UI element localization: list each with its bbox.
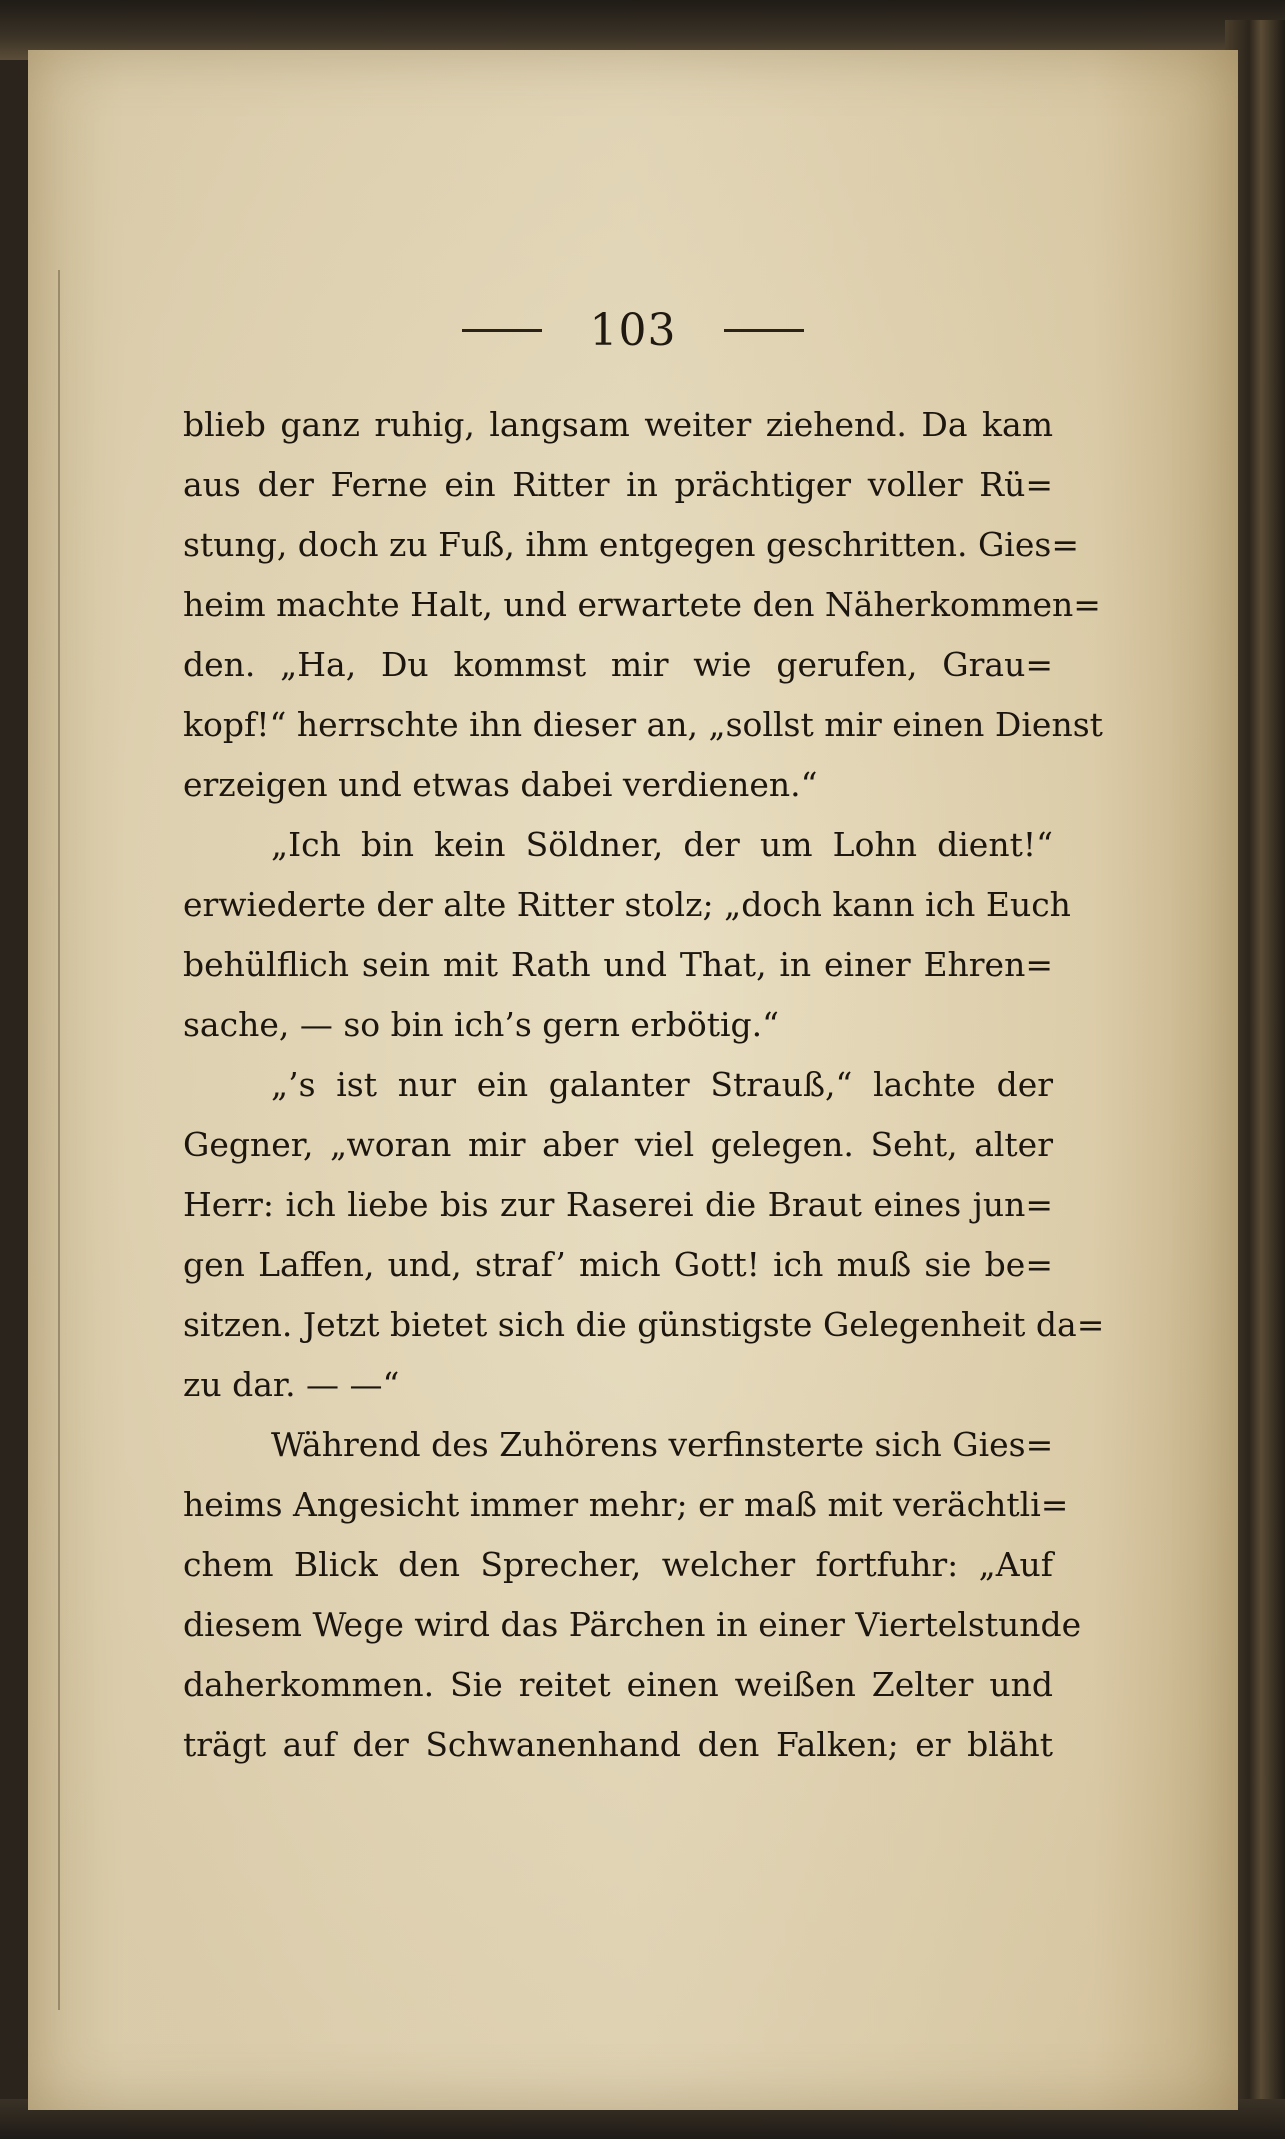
text-line: blieb ganz ruhig, langsam weiter ziehend. Da kam <box>183 405 1053 444</box>
text-line: chem Blick den Sprecher, welcher fortfuhr: „Auf <box>183 1545 1053 1584</box>
text-line: erwiederte der alte Ritter stolz; „doch kann ich Euch <box>183 885 1071 924</box>
text-line: daherkommen. Sie reitet einen weißen Zelter und <box>183 1665 1053 1704</box>
page-header <box>28 305 1238 356</box>
text-line: Während des Zuhörens verfinsterte sich Gies= <box>271 1425 1054 1464</box>
body-text <box>183 395 1105 1775</box>
text-line: Gegner, „woran mir aber viel gelegen. Seht, alter <box>183 1125 1053 1164</box>
margin-rule <box>58 270 60 2010</box>
text-line: kopf!“ herrschte ihn dieser an, „sollst mir einen Dienst <box>183 705 1103 744</box>
header-dash-left <box>462 329 542 332</box>
text-line: behülflich sein mit Rath und That, in einer Ehren= <box>183 945 1053 984</box>
text-line: heim machte Halt, und erwartete den Näherkommen= <box>183 585 1101 624</box>
text-line: diesem Wege wird das Pärchen in einer Viertelstunde <box>183 1605 1082 1644</box>
text-line: „Ich bin kein Söldner, der um Lohn dient!“ <box>271 825 1053 864</box>
text-line: sache, — so bin ich’s gern erbötig.“ <box>183 1005 780 1044</box>
text-line: gen Laffen, und, straf’ mich Gott! ich muß sie be= <box>183 1245 1053 1284</box>
header-dash-right <box>724 329 804 332</box>
text-line: „’s ist nur ein galanter Strauß,“ lachte der <box>271 1065 1053 1104</box>
text-line: Herr: ich liebe bis zur Raserei die Braut eines jun= <box>183 1185 1053 1224</box>
text-line: zu dar. — —“ <box>183 1365 400 1404</box>
text-line: sitzen. Jetzt bietet sich die günstigste Gelegenheit da= <box>183 1305 1105 1344</box>
text-line: trägt auf der Schwanenhand den Falken; er bläht <box>183 1725 1053 1764</box>
text-line: den. „Ha, Du kommst mir wie gerufen, Grau= <box>183 645 1053 684</box>
text-line: stung, doch zu Fuß, ihm entgegen geschritten. Gies= <box>183 525 1079 564</box>
page-number: 103 <box>589 305 677 356</box>
text-line: erzeigen und etwas dabei verdienen.“ <box>183 765 818 804</box>
text-line: aus der Ferne ein Ritter in prächtiger voller Rü= <box>183 465 1053 504</box>
book-page <box>28 50 1238 2110</box>
text-line: heims Angesicht immer mehr; er maß mit verächtli= <box>183 1485 1069 1524</box>
